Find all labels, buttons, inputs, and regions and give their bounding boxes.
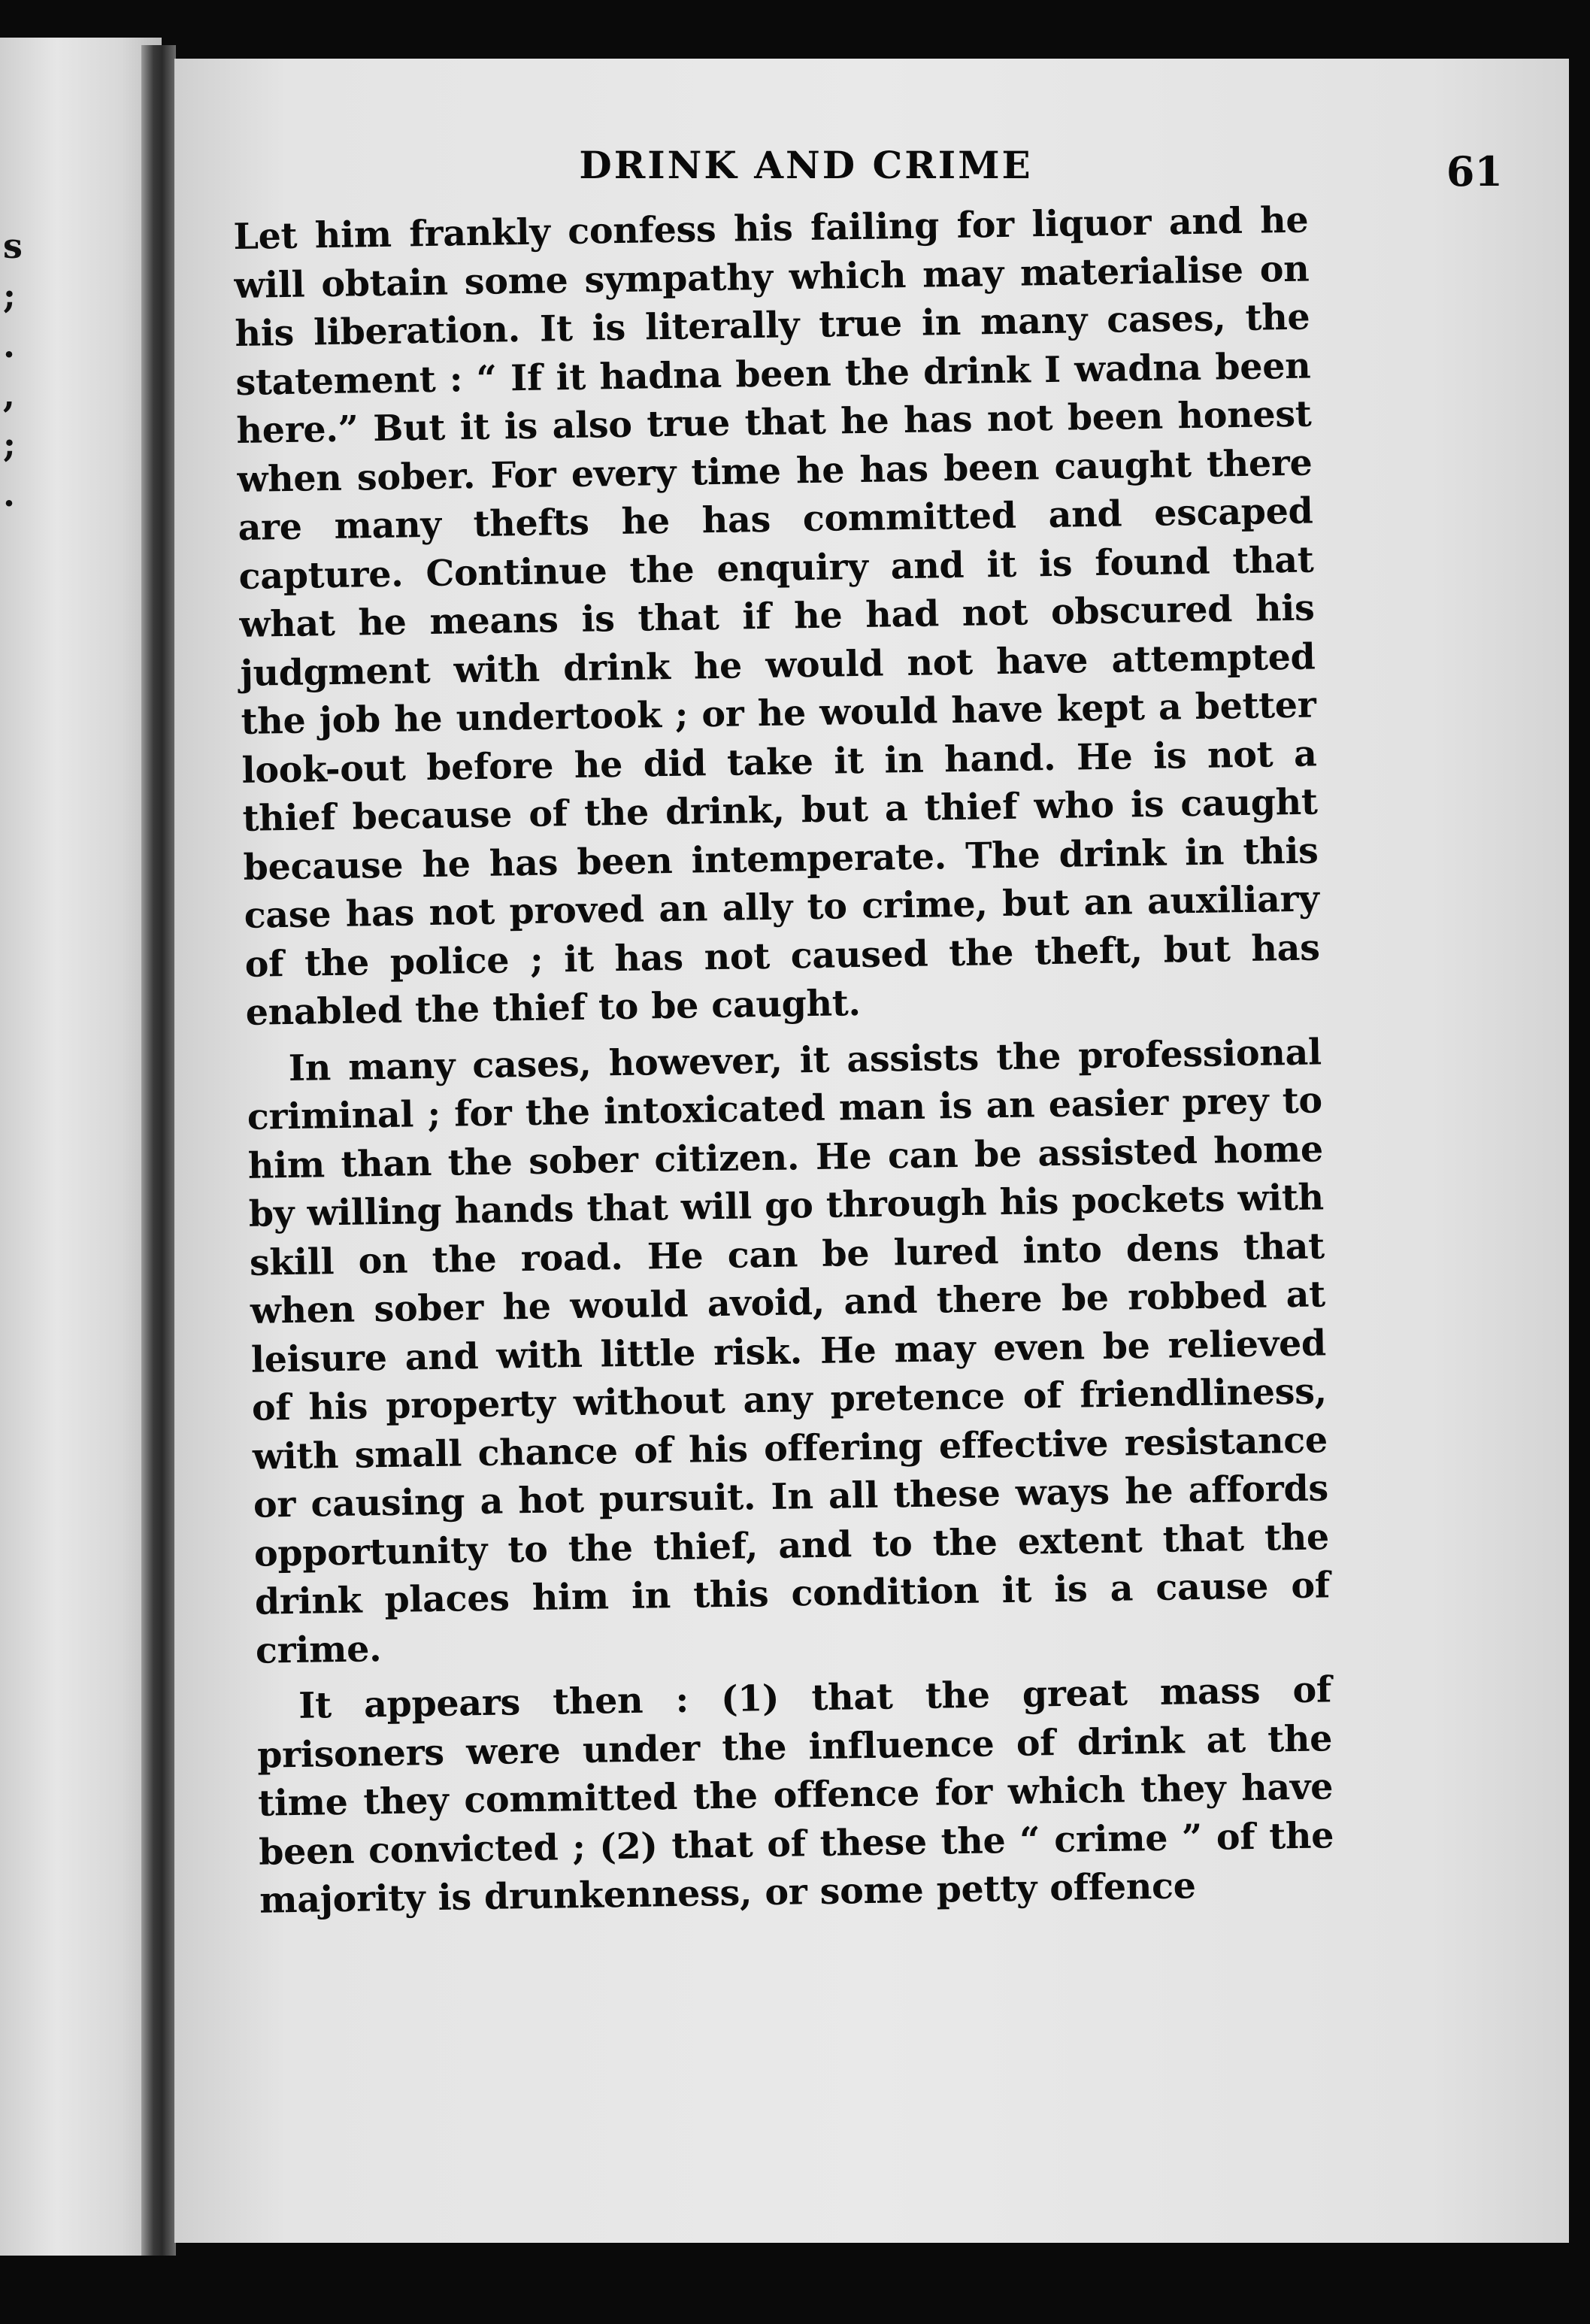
body-text [233,196,1335,1926]
page-header [174,143,1569,203]
running-head: DRINK AND CRIME [579,143,1033,187]
edge-character: ; [3,275,16,316]
edge-character: . [3,474,16,514]
paragraph: In many cases, however, it assists the professional criminal ; for the intoxicated man is an easier prey to him than the sober citizen. He can be assisted home by willing hands that will go through his pockets with skill on the road. He can be lured into dens that when sober he would avoid, and there be robbed at leisure and with little risk. He may even be relieved of his property without any pretence of friendliness, with small chance of his offering effective resistance or causing a hot pursuit. In all these ways he affords opportunity to the thief, and to the extent that the drink places him in this condition it is a cause of crime. [247,1030,1331,1672]
edge-character: . [3,325,16,365]
edge-character: , [3,374,16,415]
edge-character: s [3,226,23,266]
edge-character: ; [3,424,16,465]
facing-page-edge [0,38,162,2256]
book-gutter-shadow [141,45,176,2256]
page-number: 61 [1446,147,1503,195]
book-page [174,59,1569,2243]
paragraph-continued: Let him frankly confess his failing for liquor and he will obtain some sympathy which may materialise on his liberation. It is literally true in many cases, the statement : “ If it hadna been the drink I wadna been here.” But it is also true that he has not been honest when sober. For every time he has been caught there are many thefts he has committed and escaped capture. Continue the enquiry and it is found that what he means is that if he had not obscured his judgment with drink he would not have attempted the job he undertook ; or he would have kept a better look-out before he did take it in hand. He is not a thief because of the drink, but a thief who is caught because he has been intemperate. The drink in this case has not proved an ally to crime, but an auxiliary of the police ; it has not caused the theft, but has enabled the thief to be caught. [233,198,1320,1034]
paragraph: It appears then : (1) that the great mass of prisoners were under the influence of drink at the time they committed the offence for which they have been convicted ; (2) that of these the “ crime ” of the majority is drunkenness, or some petty offence [256,1668,1334,1922]
